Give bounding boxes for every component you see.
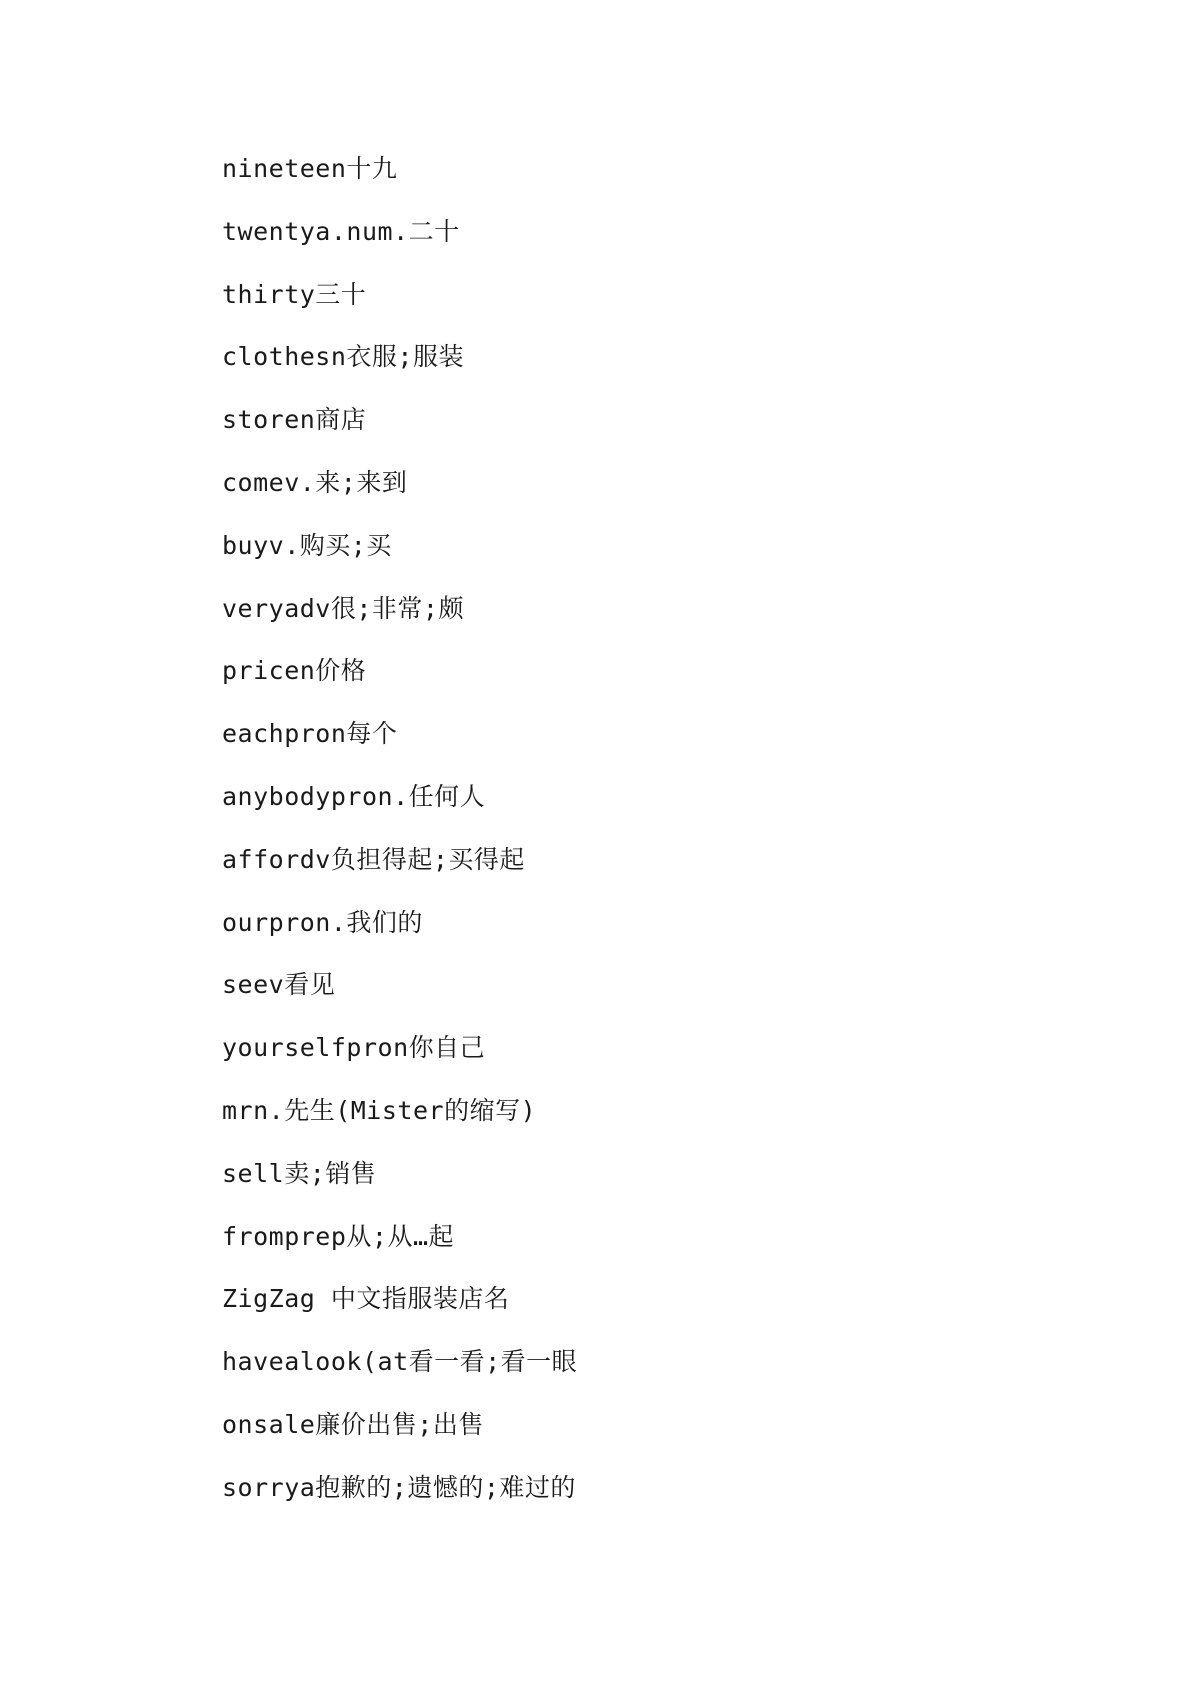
vocab-entry-thirty: thirty三十 (222, 279, 367, 309)
vocab-entry-buy: buyv.购买;买 (222, 530, 392, 560)
vocab-entry-sell: sell卖;销售 (222, 1158, 377, 1188)
vocab-entry-on-sale: onsale廉价出售;出售 (222, 1409, 484, 1439)
vocab-entry-see: seev看见 (222, 970, 336, 1000)
vocab-entry-afford: affordv负担得起;买得起 (222, 844, 525, 874)
vocab-entry-twenty: twentya.num.二十 (222, 216, 460, 246)
vocab-entry-mr: mrn.先生(Mister的缩写) (222, 1095, 537, 1125)
vocabulary-list (222, 152, 577, 1534)
vocab-entry-sorry: sorrya抱歉的;遗憾的;难过的 (222, 1472, 576, 1502)
vocab-entry-our: ourpron.我们的 (222, 907, 423, 937)
vocab-entry-very: veryadv很;非常;颇 (222, 593, 464, 623)
vocab-entry-nineteen: nineteen十九 (222, 154, 398, 183)
vocab-entry-price: pricen价格 (222, 656, 367, 686)
vocab-entry-store: storen商店 (222, 405, 367, 435)
vocab-entry-each: eachpron每个 (222, 719, 398, 749)
vocab-entry-have-a-look: havealook(at看一看;看一眼 (222, 1347, 578, 1377)
vocab-entry-clothes: clothesn衣服;服装 (222, 342, 464, 372)
vocab-entry-zigzag: ZigZag 中文指服装店名 (222, 1284, 510, 1314)
vocab-entry-yourself: yourselfpron你自己 (222, 1033, 486, 1063)
vocab-entry-anybody: anybodypron.任何人 (222, 781, 486, 811)
vocab-entry-from: fromprep从;从…起 (222, 1221, 455, 1251)
vocab-entry-come: comev.来;来到 (222, 467, 408, 497)
